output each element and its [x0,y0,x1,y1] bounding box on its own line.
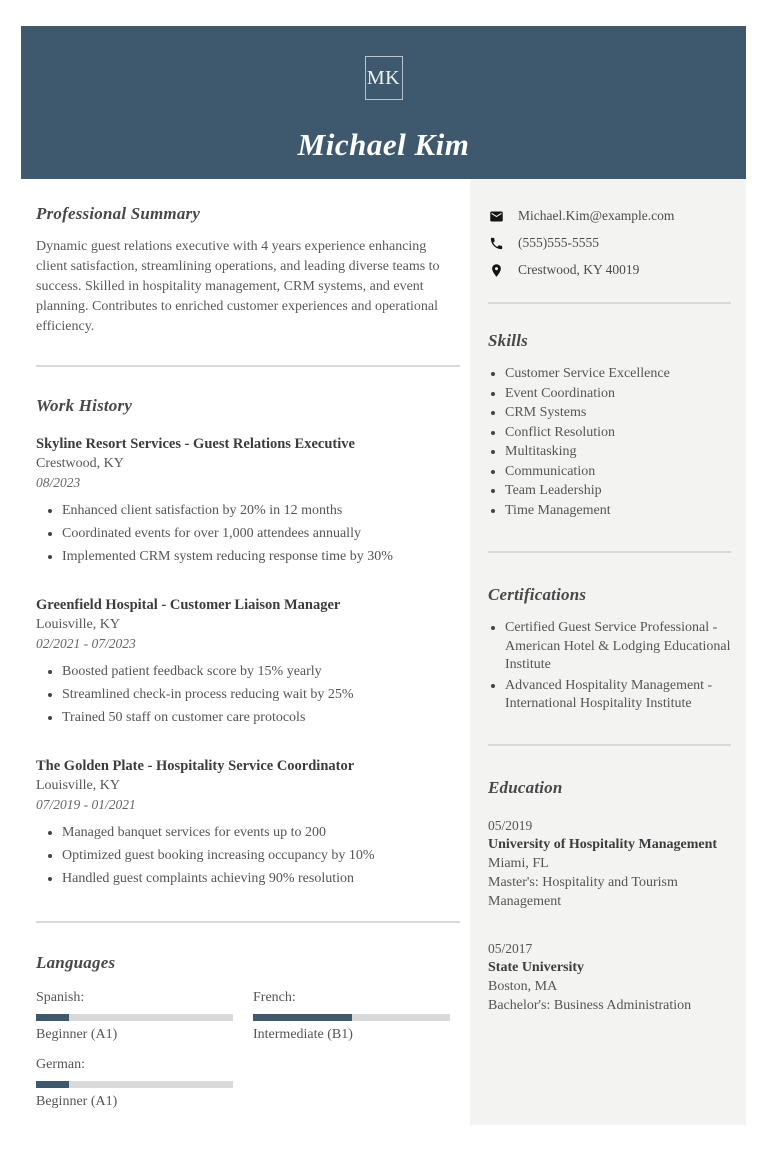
list-item: • Optimized guest booking increasing occupancy by 10% [62,846,460,865]
list-item: • Certified Guest Service Professional - American Hotel & Lodging Educational Institute [505,618,731,675]
contact-address-row [488,262,731,278]
header-banner [21,26,746,179]
list-item: • Time Management [505,501,731,521]
list-item: • Trained 50 staff on customer care protocols [62,708,460,727]
email-icon [488,208,504,224]
education-date: 05/2019 [488,817,533,833]
certifications-list [488,618,731,714]
job-entry [36,596,460,727]
section-divider [36,921,460,923]
candidate-name: Michael Kim [297,127,470,162]
language-progress-track [36,1081,233,1088]
list-item: • Coordinated events for over 1,000 attendees annually [62,524,460,543]
languages-heading: Languages [36,953,116,972]
job-entry [36,757,460,888]
education-location: Miami, FL [488,855,549,871]
job-location: Crestwood, KY [36,456,124,471]
language-progress-fill [253,1014,352,1021]
language-level: Beginner (A1) [36,1027,118,1042]
language-item [36,1056,233,1111]
contact-email-row [488,208,731,224]
list-item: • Team Leadership [505,481,731,501]
summary-text: Dynamic guest relations executive with 4 years experience enhancing client satisfaction, streamlining operations, and leading diverse teams to success. Skilled in hospitality management, CRM systems, and event planning. Contributes to enriched customer experiences and operational efficiency. [36,239,440,334]
job-bullets [36,823,460,888]
education-degree: Bachelor's: Business Administration [488,997,692,1013]
list-item: • Managed banquet services for events up to 200 [62,823,460,842]
job-dates: 08/2023 [36,475,81,490]
language-progress-track [253,1014,450,1021]
list-item: • Communication [505,462,731,482]
education-school: State University [488,959,585,975]
job-title: Greenfield Hospital - Customer Liaison Manager [36,597,341,613]
job-bullets [36,662,460,727]
list-item: • Customer Service Excellence [505,364,731,384]
list-item: • Implemented CRM system reducing response time by 30% [62,547,460,566]
skills-heading: Skills [488,331,528,350]
section-divider [488,744,731,746]
language-progress-track [36,1014,233,1021]
language-label: German: [36,1057,85,1072]
job-entry [36,435,460,566]
education-school: University of Hospitality Management [488,836,718,852]
list-item: • Streamlined check-in process reducing wait by 25% [62,685,460,704]
contact-address: Crestwood, KY 40019 [518,262,640,277]
job-location: Louisville, KY [36,778,120,793]
language-level: Beginner (A1) [36,1094,118,1109]
list-item: • Event Coordination [505,384,731,404]
monogram-badge: MK [365,56,403,100]
section-divider [488,302,731,304]
job-dates: 02/2021 - 07/2023 [36,636,136,651]
skills-list [488,364,731,520]
education-date: 05/2017 [488,940,533,956]
list-item: • Enhanced client satisfaction by 20% in 12 months [62,501,460,520]
education-entry [488,816,731,911]
job-title: The Golden Plate - Hospitality Service Coordinator [36,758,355,774]
work-history-heading: Work History [36,396,133,415]
contact-phone-row [488,235,731,251]
section-divider [488,551,731,553]
list-item: • Handled guest complaints achieving 90% resolution [62,869,460,888]
list-item: • Multitasking [505,442,731,462]
contact-email: Michael.Kim@example.com [518,208,675,223]
language-progress-fill [36,1081,69,1088]
main-column [36,204,460,1123]
phone-icon [488,235,504,251]
job-dates: 07/2019 - 01/2021 [36,797,136,812]
language-item [36,989,233,1044]
education-location: Boston, MA [488,978,558,994]
summary-heading: Professional Summary [36,204,201,223]
language-progress-fill [36,1014,69,1021]
language-level: Intermediate (B1) [253,1027,353,1042]
job-bullets [36,501,460,566]
language-label: Spanish: [36,990,85,1005]
certifications-heading: Certifications [488,585,587,604]
contact-phone: (555)555-5555 [518,235,599,250]
education-heading: Education [488,777,563,797]
location-pin-icon [488,262,504,278]
list-item: • CRM Systems [505,403,731,423]
job-title: Skyline Resort Services - Guest Relations Executive [36,436,355,452]
sidebar-column [488,208,731,1015]
language-label: French: [253,990,296,1005]
job-location: Louisville, KY [36,617,120,632]
section-divider [36,365,460,367]
education-degree: Master's: Hospitality and Tourism Management [488,874,678,909]
list-item: • Advanced Hospitality Management - International Hospitality Institute [505,676,731,714]
list-item: • Conflict Resolution [505,423,731,443]
languages-grid [36,989,460,1123]
list-item: • Boosted patient feedback score by 15% yearly [62,662,460,681]
education-entry [488,939,731,1015]
language-item [253,989,450,1044]
